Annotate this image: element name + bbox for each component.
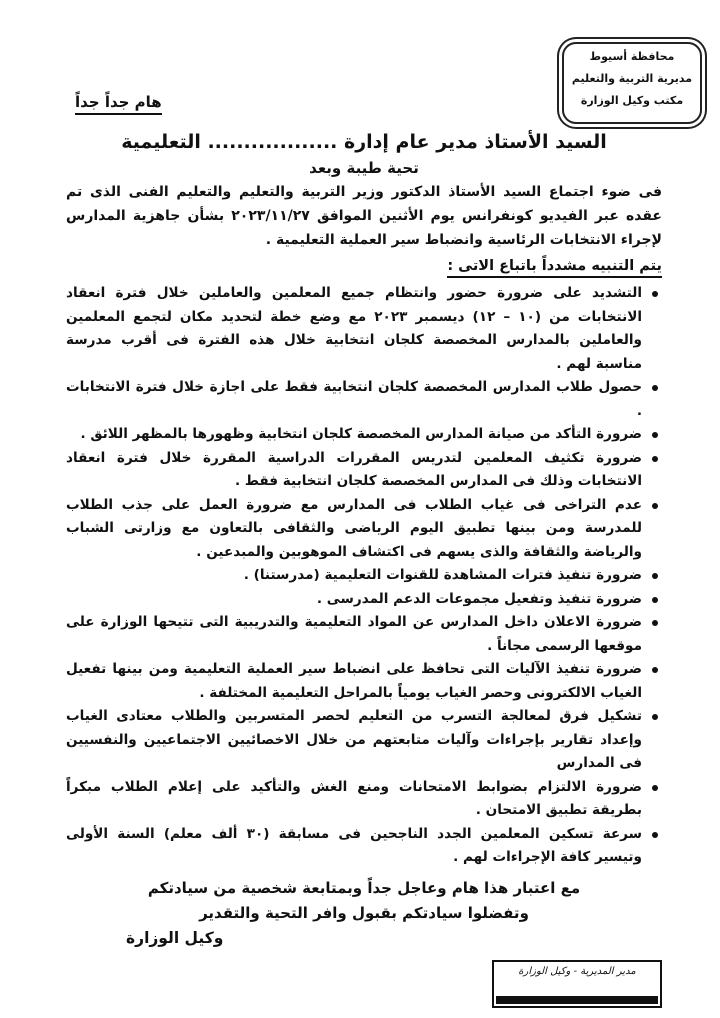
list-item: عدم التراخى فى غياب الطلاب فى المدارس مع ضرورة العمل على جذب الطلاب للمدرسة ومن بينها تطبيق اليوم الرياضى والثقافى بالتعاون مع وزارتى الشباب والرياضة والثقافة والذى يسهم فى اكتشاف الموهوبين والمبدعين . <box>66 494 642 565</box>
signature-stamp <box>492 960 662 1008</box>
closing-line: مع اعتبار هذا هام وعاجل جداً وبمتابعة شخصية من سيادتكم <box>147 878 581 897</box>
list-item: التشديد على ضرورة حضور وانتظام جميع المعلمين والعاملين خلال فترة انعقاد الانتخابات من (١٠ – ١٢) ديسمبر ٢٠٢٣ مع وضع خطة لتحديد مكان لتجمع المعلمين والعاملين بالمدارس المخصصة كلجان انتخابية خلال هذه الفترة فى أقرب مدرسة مناسبة لهم . <box>66 282 642 376</box>
list-item: ضرورة التأكد من صيانة المدارس المخصصة كلجان انتخابية وظهورها بالمظهر اللائق . <box>66 423 642 447</box>
list-item: تشكيل فرق لمعالجة التسرب من التعليم لحصر المتسربين والطلاب معتادى الغياب وإعداد تقارير بإجراءات وآليات متابعتهم من خلال الاخصائيين الاجتماعيين والنفسيين فى المدارس <box>66 705 642 776</box>
signature-ink-bar <box>496 996 658 1004</box>
stamp-line: محافظة أسيوط <box>589 50 675 63</box>
addressee-title: السيد الأستاذ مدير عام إدارة .................. التعليمية <box>121 131 607 153</box>
stamp-line: مكتب وكيل الوزارة <box>580 94 684 107</box>
urgent-label: هام جداً جداً <box>75 93 162 115</box>
signatory-title: وكيل الوزارة <box>126 928 224 947</box>
intro-paragraph: فى ضوء اجتماع السيد الأستاذ الدكتور وزير التربية والتعليم والتعليم الفنى الذى تم عقده عبر الفيديو كونفرانس يوم الأثنين الموافق ٢٠٢٣/١١/٢٧ بشأن جاهزية المدارس لإجراء الانتخابات الرئاسية وانضباط سير العملية التعليمية . <box>66 184 663 248</box>
stamp-line: مديرية التربية والتعليم <box>571 72 693 85</box>
list-item: ضرورة تنفيذ وتفعيل مجموعات الدعم المدرسى . <box>66 588 642 612</box>
list-item: ضرورة الاعلان داخل المدارس عن المواد التعليمية والتدريبية التى تتيحها الوزارة على موقعها الرسمى مجاناً . <box>66 611 642 658</box>
closing <box>66 876 662 926</box>
list-item: ضرورة تنفيذ الآليات التى تحافظ على انضباط سير العملية التعليمية ومن بينها تفعيل الغياب الالكترونى وحصر الغياب يومياً بالمراحل التعليمية المختلفة . <box>66 658 642 705</box>
list-item: ضرورة تكثيف المعلمين لتدريس المقررات الدراسية المقررة خلال فترة انعقاد الانتخابات وذلك فى المدارس المخصصة كلجان انتخابية فقط . <box>66 447 642 494</box>
instructions-list <box>66 282 662 870</box>
instructions-heading: يتم التنبيه مشدداً باتباع الاتى : <box>447 256 662 278</box>
signature-stamp-text: مدير المديرية - وكيل الوزارة <box>518 965 636 977</box>
list-item: ضرورة الالتزام بضوابط الامتحانات ومنع الغش والتأكيد على إعلام الطلاب مبكراً بطريقة تطبيق الامتحان . <box>66 776 642 823</box>
list-item: سرعة تسكين المعلمين الجدد الناجحين فى مسابقة (٣٠ ألف معلم) السنة الأولى وتيسير كافة الإجراءات لهم . <box>66 823 642 870</box>
closing-line: وتفضلوا سيادتكم بقبول وافر التحية والتقدير <box>199 903 529 922</box>
greeting: تحية طيبة وبعد <box>309 159 419 177</box>
list-item: حصول طلاب المدارس المخصصة كلجان انتخابية فقط على اجازة خلال فترة الانتخابات . <box>66 376 642 423</box>
list-item: ضرورة تنفيذ فترات المشاهدة للقنوات التعليمية (مدرستنا) . <box>66 564 642 588</box>
